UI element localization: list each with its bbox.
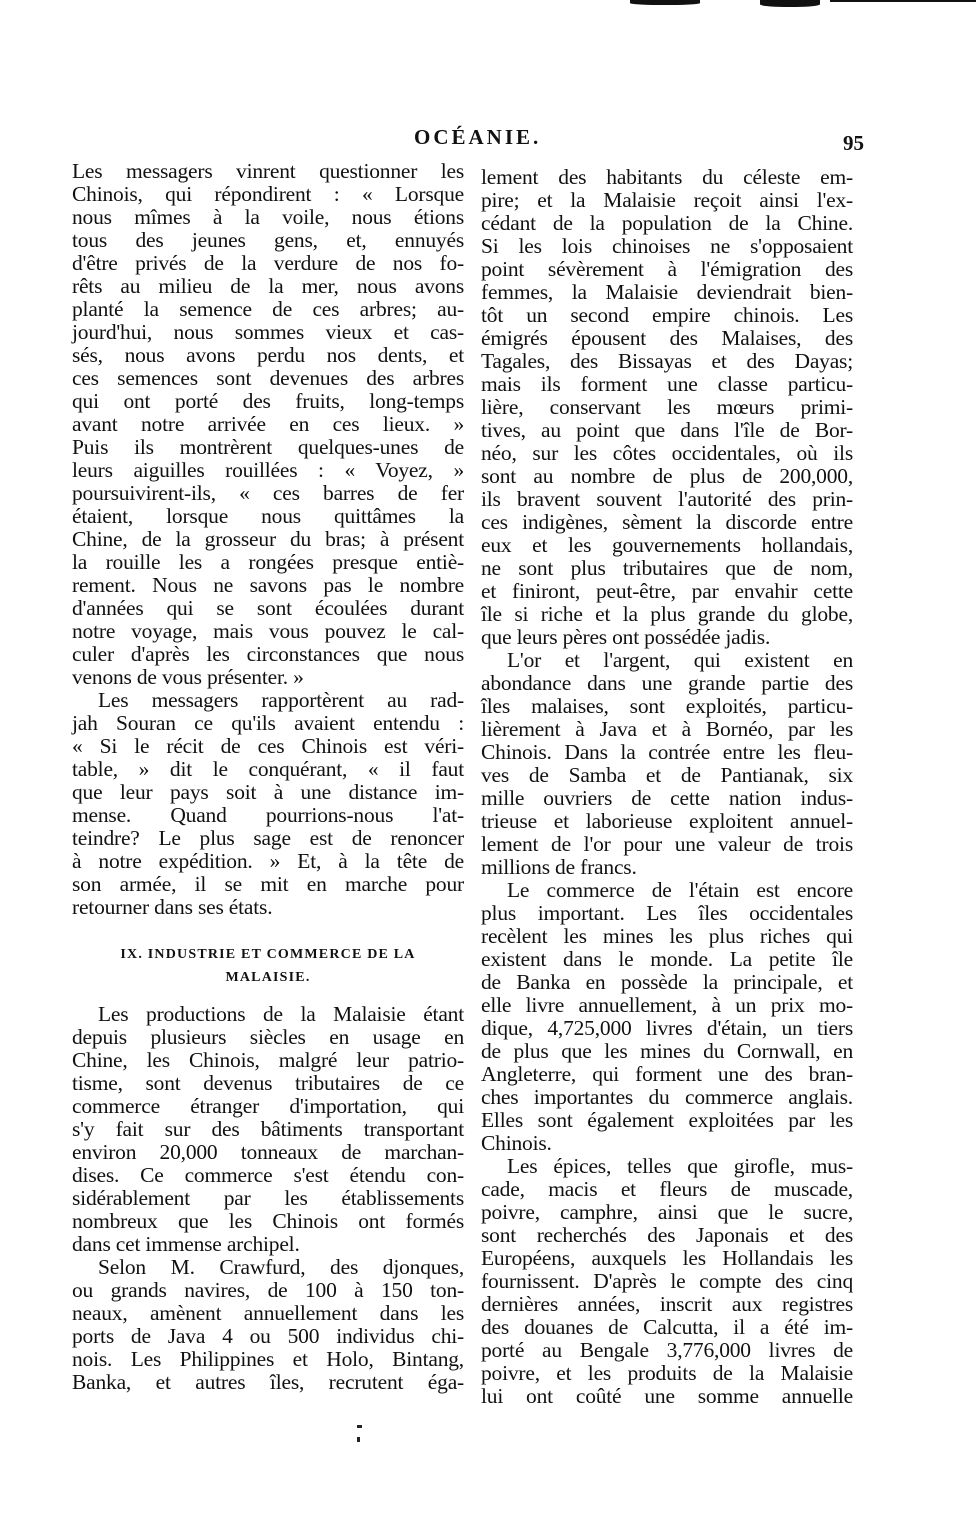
text-line: jah Souran ce qu'ils avaient entendu : [72,711,464,735]
text-line: retourner dans ses états. [72,895,273,919]
text-line: elle livre annuellement, à un prix mo- [481,993,853,1017]
text-line: lière, conservant les mœurs primi- [481,395,853,419]
running-header [0,125,976,155]
text-line: culer d'après les circonstances que nous [72,642,464,666]
text-line: teindre? Le plus sage est de renoncer [72,826,464,850]
text-line: tous des jeunes gens, et, ennuyés [72,228,464,252]
paragraph [481,649,853,879]
page-number: 95 [843,131,864,155]
text-line: dises. Ce commerce s'est étendu con- [72,1163,464,1187]
text-line: trieuse et laborieuse exploitent annuel- [481,809,853,833]
text-line: cade, macis et fleurs de muscade, [481,1177,853,1201]
text-line: Chinois. Dans la contrée entre les fleu- [481,740,853,764]
text-line: lement des habitants du céleste em- [481,165,853,189]
text-line: sés, nous avons perdu nos dents, et [72,343,464,367]
paragraph [72,689,464,919]
text-line: des douanes de Calcutta, il a été im- [481,1315,853,1339]
text-line: tôt un second empire chinois. Les [481,303,853,327]
text-line: étaient, lorsque nous quittâmes la [72,504,464,528]
text-line: néo, sur les côtes occidentales, où ils [481,441,853,465]
text-line: Tagales, des Bissayas et des Dayas; [481,349,853,373]
text-line: venons de vous présenter. » [72,665,304,689]
text-line: femmes, la Malaisie deviendrait bien- [481,280,853,304]
text-line: lement de l'or pour une valeur de trois [481,832,853,856]
text-line: îles malaises, sont exploités, particu- [481,694,853,718]
text-line: lui ont coûté une somme annuelle [481,1384,853,1408]
text-line: ils bravent souvent l'autorité des prin- [481,487,853,511]
text-line: tisme, sont devenus tributaires de ce [72,1071,464,1095]
text-line: d'années qui se sont écoulées durant [72,596,464,620]
text-line: Les messagers rapportèrent au rad- [98,688,464,712]
text-line: cédant de la population de la Chine. [481,211,853,235]
text-line: avant notre arrivée en ces lieux. » [72,412,464,436]
text-line: environ 20,000 tonneaux de marchan- [72,1140,464,1164]
text-line: dans cet immense archipel. [72,1232,300,1256]
text-line: Elles sont également exploitées par les [481,1108,853,1132]
text-line: d'être privés de la verdure de nos fo- [72,251,464,275]
text-line: île si riche et la plus grande du globe, [481,602,853,626]
paragraph [72,1256,464,1394]
scan-artifact [620,0,976,8]
text-line: Le commerce de l'étain est encore [507,878,853,902]
text-line: qui ont porté des fruits, long-temps [72,389,464,413]
text-line: sidérablement par les établissements [72,1186,464,1210]
text-line: sont recherchés des Japonais et des [481,1223,853,1247]
text-line: nous mîmes à la voile, nous étions [72,205,464,229]
text-line: ces indigènes, sèment la discorde entre [481,510,853,534]
section-heading-line: MALAISIE. [225,970,311,985]
paragraph [72,160,464,689]
text-line: planté la semence de ces arbres; au- [72,297,464,321]
text-line: eux et les gouvernements hollandais, [481,533,853,557]
text-line: Selon M. Crawfurd, des djonques, [98,1255,464,1279]
text-line: son armée, il se mit en marche pour [72,872,464,896]
text-line: la rouille les a rongées presque entiè- [72,550,464,574]
text-line: émigrés épousent des Malaises, des [481,326,853,350]
text-line: depuis plusieurs siècles en usage en [72,1025,464,1049]
text-line: ne sont plus tributaires que de nom, [481,556,853,580]
text-line: Chinois. [481,1131,552,1155]
text-line: mense. Quand pourrions-nous l'at- [72,803,464,827]
text-line: de Banka en possède la principale, et [481,970,853,994]
text-line: notre voyage, mais vous pouvez le cal- [72,619,464,643]
text-line: Angleterre, qui forment une des bran- [481,1062,853,1086]
left-column [72,160,464,1394]
text-line: sont au nombre de plus de 200,000, [481,464,853,488]
text-line: porté au Bengale 3,776,000 livres de [481,1338,853,1362]
text-line: Les productions de la Malaisie étant [98,1002,464,1026]
text-line: que leur pays soit à une distance im- [72,780,464,804]
text-line: nombreux que les Chinois ont formés [72,1209,464,1233]
section-heading [72,943,464,989]
text-line: jourd'hui, nous sommes vieux et cas- [72,320,464,344]
text-line: à notre expédition. » Et, à la tête de [72,849,464,873]
text-line: Chine, de la grosseur du bras; à présent [72,527,464,551]
paragraph [481,879,853,1155]
text-line: Européens, auxquels les Hollandais les [481,1246,853,1270]
text-line: existent dans le monde. La petite île [481,947,853,971]
text-line: Chine, les Chinois, malgré leur patrio- [72,1048,464,1072]
text-line: tives, au point que dans l'île de Bor- [481,418,853,442]
text-line: neaux, amènent annuellement dans les [72,1301,464,1325]
text-line: lièrement à Java et à Bornéo, par les [481,717,853,741]
text-line: commerce étranger d'importation, qui [72,1094,464,1118]
text-line: leurs aiguilles rouillées : « Voyez, » [72,458,464,482]
text-line: de plus que les mines du Cornwall, en [481,1039,853,1063]
text-line: ces semences sont devenues des arbres [72,366,464,390]
text-line: poivre, camphre, ainsi que le sucre, [481,1200,853,1224]
text-line: poivre, et les produits de la Malaisie [481,1361,853,1385]
right-column [481,166,853,1408]
text-line: Si les lois chinoises ne s'opposaient [481,234,853,258]
text-line: s'y fait sur des bâtiments transportant [72,1117,464,1141]
text-line: point sévèrement à l'émigration des [481,257,853,281]
section-heading-line: IX. INDUSTRIE ET COMMERCE DE LA [120,947,416,962]
text-line: Banka, et autres îles, recrutent éga- [72,1370,464,1394]
text-line: mille ouvriers de cette nation indus- [481,786,853,810]
text-line: L'or et l'argent, qui existent en [507,648,853,672]
text-line: nois. Les Philippines et Holo, Bintang, [72,1347,464,1371]
text-line: dernières années, inscrit aux registres [481,1292,853,1316]
text-line: que leurs pères ont possédée jadis. [481,625,771,649]
paragraph [72,1003,464,1256]
text-line: et finiront, peut-être, par envahir cette [481,579,853,603]
text-line: poursuivirent-ils, « ces barres de fer [72,481,464,505]
text-line: ches importantes du commerce anglais. [481,1085,853,1109]
paragraph [481,1155,853,1408]
text-line: pire; et la Malaisie reçoit ainsi l'ex- [481,188,853,212]
text-line: table, » dit le conquérant, « il faut [72,757,464,781]
text-line: dique, 4,725,000 livres d'étain, un tiers [481,1016,853,1040]
paragraph [481,166,853,649]
text-line: Puis ils montrèrent quelques-unes de [72,435,464,459]
text-line: fournissent. D'après le compte des cinq [481,1269,853,1293]
text-line: recèlent les mines les plus riches qui [481,924,853,948]
text-line: ves de Samba et de Pantianak, six [481,763,853,787]
text-line: Les messagers vinrent questionner les [72,159,464,183]
text-line: ports de Java 4 ou 500 individus chi- [72,1324,464,1348]
text-line: abondance dans une grande partie des [481,671,853,695]
running-title: OCÉANIE. [414,125,542,149]
text-line: rêts au milieu de la mer, nous avons [72,274,464,298]
text-line: Les épices, telles que girofle, mus- [507,1154,853,1178]
text-line: mais ils forment une classe particu- [481,372,853,396]
text-line: rement. Nous ne savons pas le nombre [72,573,464,597]
text-line: « Si le récit de ces Chinois est véri- [72,734,464,758]
text-line: ou grands navires, de 100 à 150 ton- [72,1278,464,1302]
text-line: Chinois, qui répondirent : « Lorsque [72,182,464,206]
text-line: millions de francs. [481,855,637,879]
text-line: plus important. Les îles occidentales [481,901,853,925]
printer-mark [355,1425,367,1445]
